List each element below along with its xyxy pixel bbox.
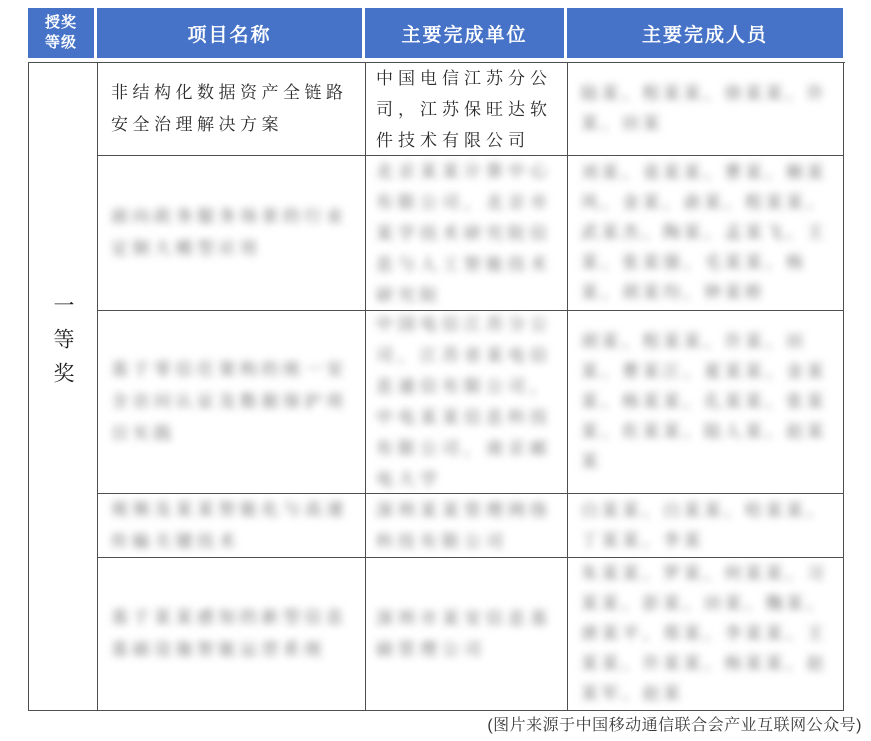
row-2-personnel-text: 刘某、袁某某、曹某、顺某风、金某、俞某、程某某、武某杰、陶某、孟某飞、王某、张某强、毛某某、杨某、胡某均、钟某桥: [581, 163, 827, 302]
row-4-personnel-cell-redacted: [568, 494, 844, 558]
row-4-project-cell-redacted: [98, 494, 366, 558]
header-cell-main-personnel: [567, 8, 843, 58]
row-1-project-cell: [98, 63, 366, 156]
header-project-name-label: 项目名称: [187, 24, 272, 46]
row-3-personnel-text: 胡某、程某某、许某、田某、曹某江、夏某某、金某某、杨某某、孔某某、张某某、佐某某、陆人某、赵某某: [581, 332, 827, 471]
row-3-units-text: 中国电信江苏分公司，江苏省某电信息通信有限公司，中电某某信息科技有限公司，南京邮电大学: [376, 315, 552, 489]
table-body: [28, 62, 845, 711]
row-1-project-text: 非结构化数据资产全链路安全治理解决方案: [111, 83, 348, 134]
header-main-units-label: 主要完成单位: [401, 24, 528, 46]
header-main-personnel-label: 主要完成人员: [641, 24, 768, 46]
row-1-units-cell: [366, 63, 568, 156]
award-table: [28, 8, 845, 711]
award-level-cell: [29, 63, 98, 711]
row-1-units-text: 中国电信江苏分公司，江苏保旺达软件技术有限公司: [376, 68, 552, 150]
award-level-text: 一等奖: [51, 293, 75, 396]
row-5-project-text: 基于某某感知的新型信息基础设施智能运营系统: [111, 608, 348, 659]
row-2-units-cell-redacted: [366, 156, 568, 311]
row-5-personnel-cell-redacted: [568, 558, 844, 711]
row-5-personnel-text: 朱某某、罗某、何某某、习某某、彭某、田某、魏某、唐某平、郑某、李某某、王某某、许某某、杨某某、赵某军、赵某: [581, 564, 827, 703]
row-4-project-text: 视频及某某智能化与高速传输关键技术: [111, 499, 348, 551]
row-3-project-text: 基于零信任架构的统一安全访问认证及数据保护项目实践: [111, 360, 348, 443]
row-4-units-text: 深圳某某管理网络科技有限公司: [376, 500, 552, 551]
row-5-units-cell-redacted: [366, 558, 568, 711]
row-4-personnel-text: 白某某、白某某、哈某某、丁某某、李某: [581, 500, 827, 550]
row-2-personnel-cell-redacted: [568, 156, 844, 311]
row-2-units-text: 北京某某计算中心有限公司，北京市某学技术研究院信息与人工智能技术研究院: [376, 161, 552, 305]
row-3-units-cell-redacted: [366, 311, 568, 494]
row-5-project-cell-redacted: [98, 558, 366, 711]
image-source-caption: (图片来源于中国移动通信联合会产业互联网公众号): [487, 717, 862, 734]
row-3-personnel-cell-redacted: [568, 311, 844, 494]
header-award-level-label: 授奖等级: [44, 13, 77, 51]
row-4-units-cell-redacted: [366, 494, 568, 558]
header-cell-project-name: [97, 8, 365, 58]
row-2-project-cell-redacted: [98, 156, 366, 311]
table-header-row: [28, 8, 845, 58]
header-cell-award-level: [28, 8, 97, 58]
header-cell-main-units: [365, 8, 567, 58]
row-5-units-text: 深圳市某安信息基础管理公司: [376, 609, 552, 659]
row-1-personnel-text: 陆某、程某某、徐某某、许某、田某: [581, 84, 827, 133]
row-3-project-cell-redacted: [98, 311, 366, 494]
row-2-project-text: 面向政务服务场景的行业定制大模型应用: [111, 207, 348, 258]
row-1-personnel-cell-redacted: [568, 63, 844, 156]
